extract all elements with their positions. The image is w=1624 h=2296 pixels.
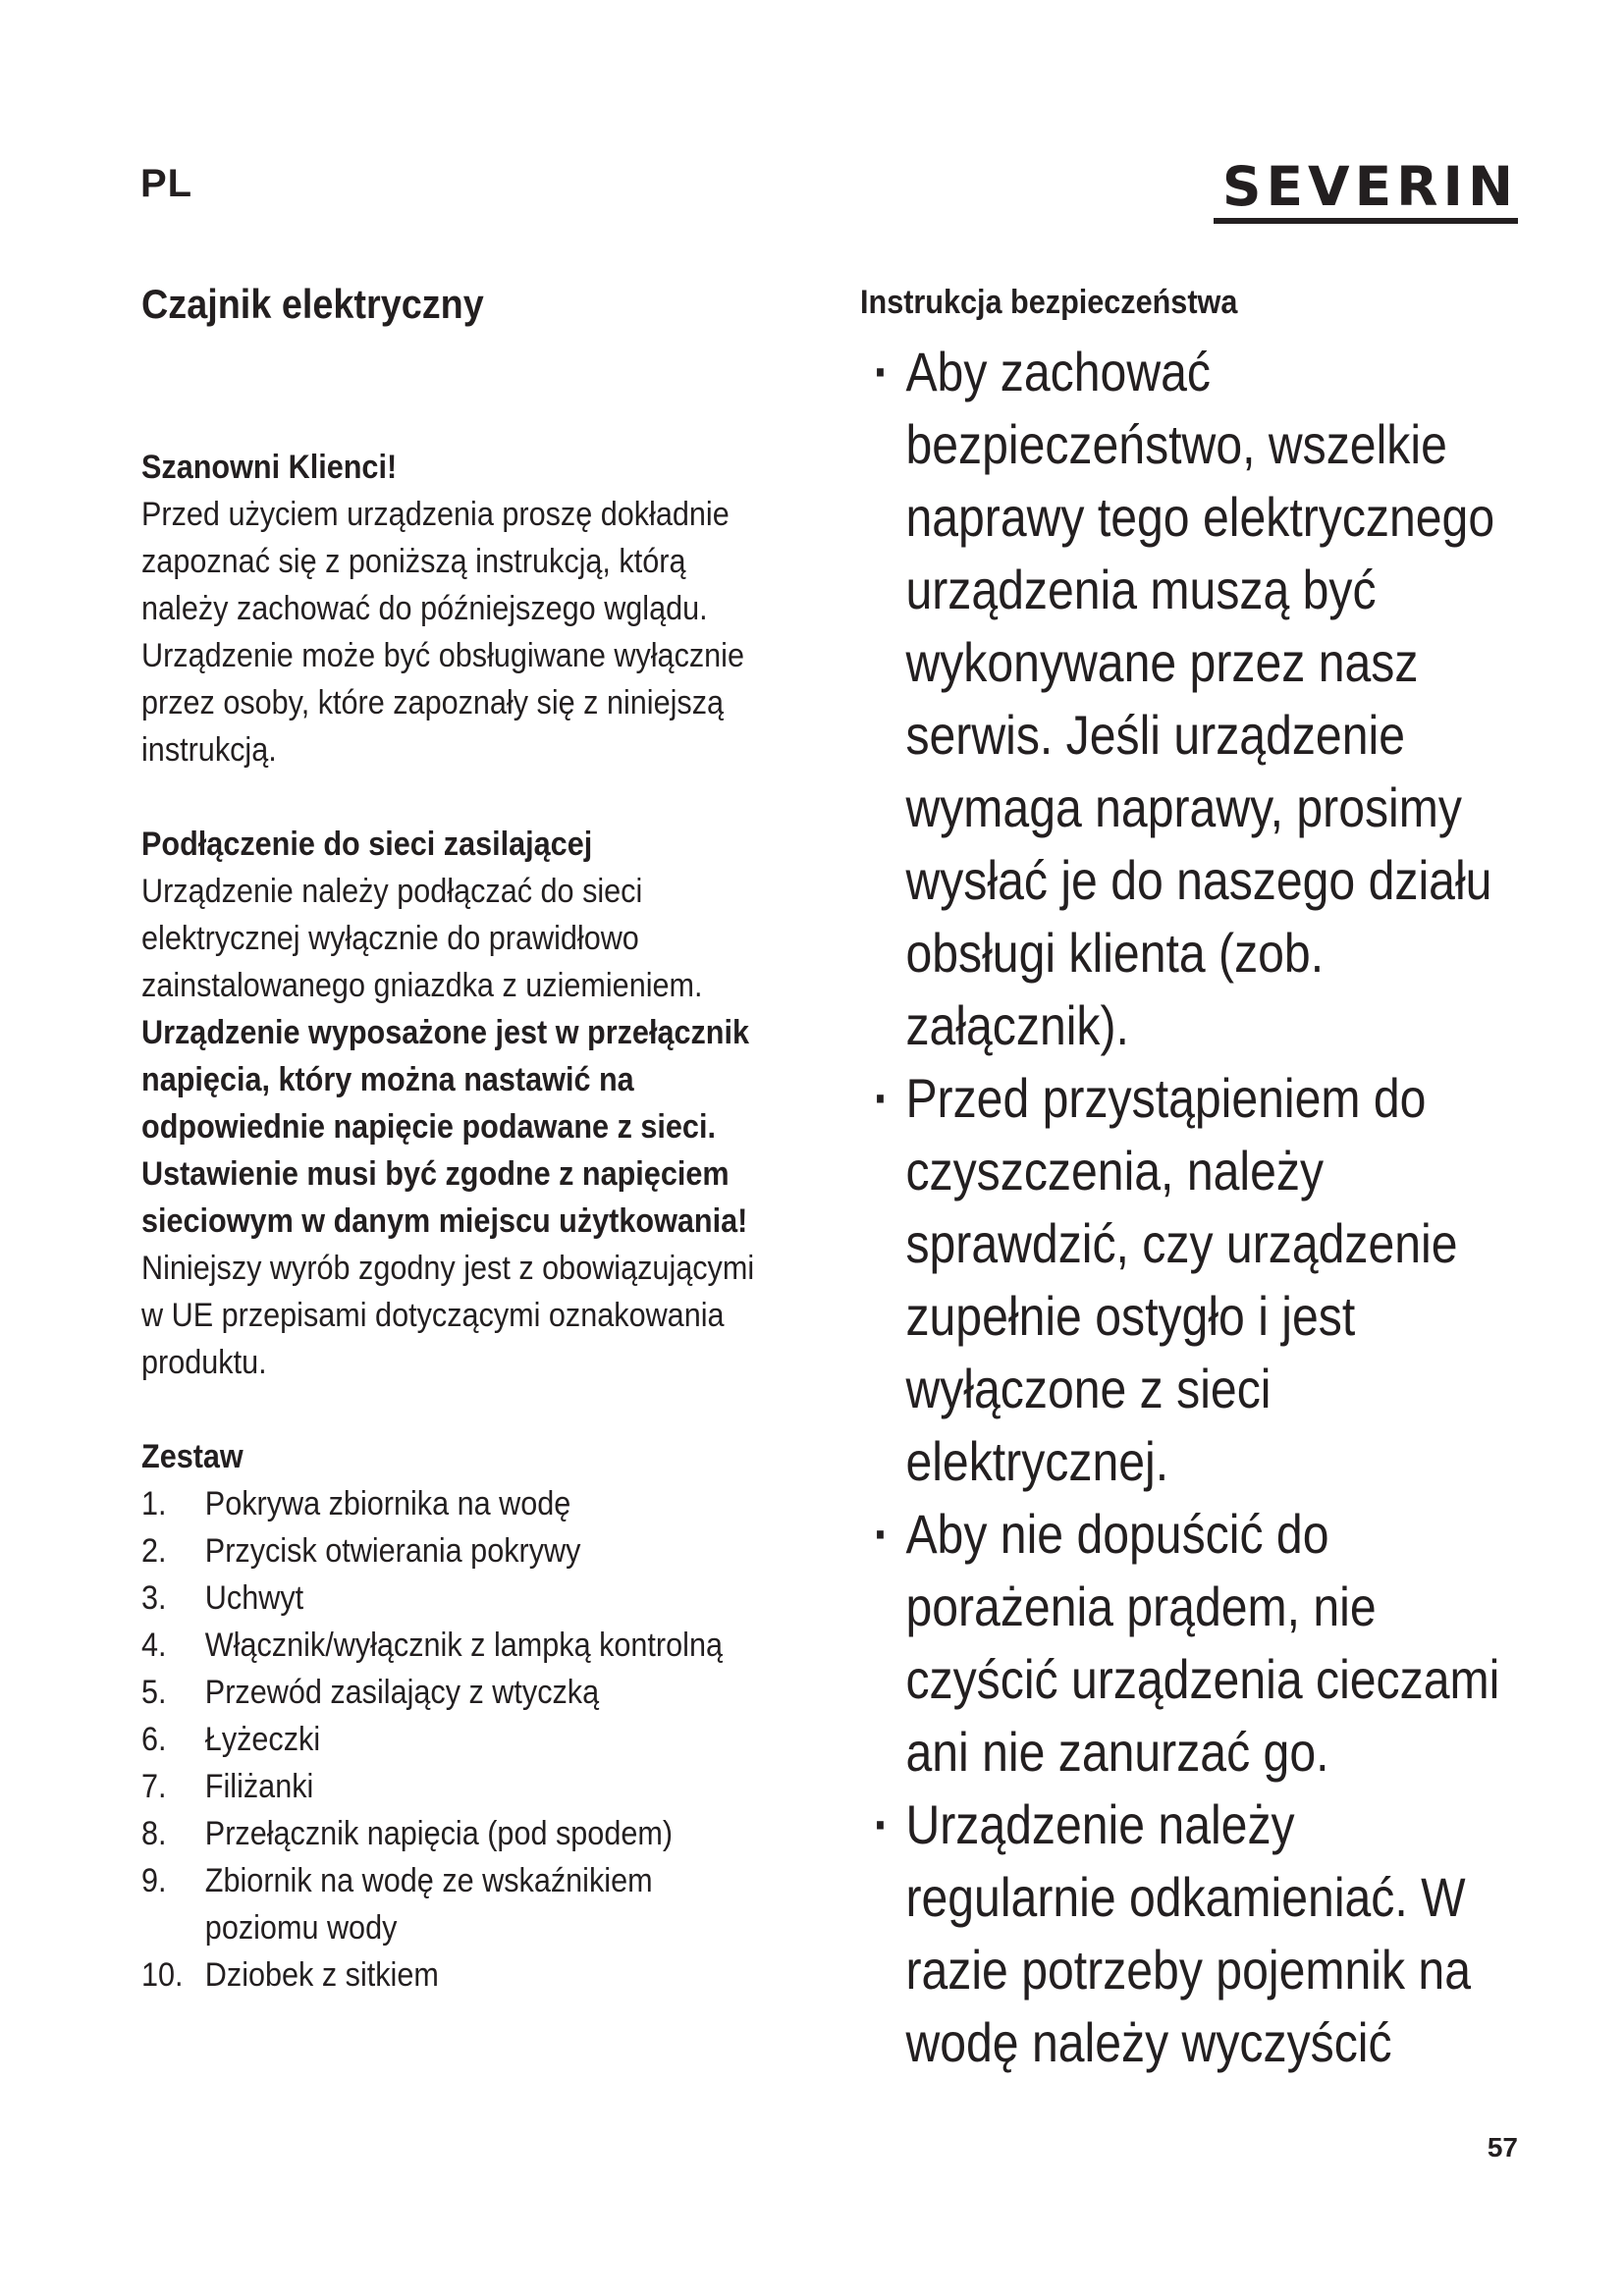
document-title: Czajnik elektryczny xyxy=(141,281,484,327)
power-heading: Podłączenie do sieci zasilającej xyxy=(141,826,593,863)
voltage-warning: Urządzenie wyposażone jest w przełącznik napięcia, który można nastawić na odpowiednie napięcie podawane z sieci. Ustawienie musi być zgodne z napięciem sieciowym w danym miejscu użytkowania! xyxy=(141,1014,750,1240)
kit-heading: Zestaw xyxy=(141,1438,244,1475)
kit-item-number: 3. xyxy=(141,1579,167,1617)
kit-item xyxy=(141,1622,760,1669)
page-number: 57 xyxy=(1487,2132,1518,2163)
kit-item-number: 6. xyxy=(141,1721,167,1758)
safety-item-text: Aby zachować bezpieczeństwo, wszelkie naprawy tego elektrycznego urządzenia muszą być wykonywane przez nasz serwis. Jeśli urządzenie wymaga naprawy, prosimy wysłać je do naszego działu obsługi klienta (zob. załącznik). xyxy=(905,341,1495,1056)
kit-item-label: Zbiornik na wodę ze wskaźnikiem poziomu wody xyxy=(204,1862,653,1947)
greeting-heading: Szanowni Klienci! xyxy=(141,449,398,486)
safety-list xyxy=(860,336,1502,2079)
bullet-icon: · xyxy=(873,1067,890,1129)
kit-item xyxy=(141,1810,760,1857)
power-text: Urządzenie należy podłączać do sieci elektrycznej wyłącznie do prawidłowo zainstalowanego gniazdka z uziemieniem. xyxy=(141,873,703,1004)
kit-item-label: Dziobek z sitkiem xyxy=(204,1956,439,1994)
safety-item xyxy=(860,336,1502,1062)
safety-item-text: Przed przystąpieniem do czyszczenia, należy sprawdzić, czy urządzenie zupełnie ostygło i jest wyłączone z sieci elektrycznej. xyxy=(905,1067,1458,1492)
brand-name: SEVERIN xyxy=(1221,155,1518,218)
kit-item-number: 7. xyxy=(141,1768,167,1805)
kit-item xyxy=(141,1480,760,1527)
kit-item xyxy=(141,1716,760,1763)
kit-item-label: Włącznik/wyłącznik z lampką kontrolną xyxy=(204,1627,723,1664)
spacer xyxy=(141,1386,760,1433)
kit-item-number: 8. xyxy=(141,1815,167,1852)
bullet-icon: · xyxy=(873,1793,890,1855)
kit-list xyxy=(141,1480,760,1999)
kit-item-label: Pokrywa zbiornika na wodę xyxy=(204,1485,571,1522)
language-code: PL xyxy=(140,162,193,205)
kit-item xyxy=(141,1527,760,1575)
left-column xyxy=(141,275,760,1999)
brand-underline xyxy=(1214,218,1518,224)
kit-item-number: 10. xyxy=(141,1956,184,1994)
kit-item-label: Uchwyt xyxy=(204,1579,304,1617)
kit-item-number: 1. xyxy=(141,1485,167,1522)
kit-item-label: Przewód zasilający z wtyczką xyxy=(204,1674,600,1711)
kit-item-label: Filiżanki xyxy=(204,1768,314,1805)
safety-item xyxy=(860,1498,1502,1789)
kit-item xyxy=(141,1763,760,1810)
safety-item xyxy=(860,1789,1502,2079)
kit-item xyxy=(141,1951,760,1999)
kit-item xyxy=(141,1669,760,1716)
greeting-text: Przed użyciem urządzenia proszę dokładnie zapoznać się z poniższą instrukcją, którą należy zachować do późniejszego wglądu. Urządzenie może być obsługiwane wyłącznie przez osoby, które zapoznały się z niniejszą instrukcją. xyxy=(141,496,745,769)
kit-item xyxy=(141,1857,760,1951)
kit-item-number: 9. xyxy=(141,1862,167,1899)
kit-item-number: 4. xyxy=(141,1627,167,1664)
brand-logo xyxy=(1214,157,1518,224)
spacer xyxy=(141,774,760,821)
kit-item-number: 2. xyxy=(141,1532,167,1570)
kit-item-number: 5. xyxy=(141,1674,167,1711)
kit-item xyxy=(141,1575,760,1622)
right-column xyxy=(860,279,1547,2079)
kit-item-label: Przycisk otwierania pokrywy xyxy=(204,1532,581,1570)
kit-item-label: Przełącznik napięcia (pod spodem) xyxy=(204,1815,674,1852)
bullet-icon: · xyxy=(873,341,890,402)
compliance-text: Niniejszy wyrób zgodny jest z obowiązującymi w UE przepisami dotyczącymi oznakowania produktu. xyxy=(141,1250,755,1381)
safety-item xyxy=(860,1062,1502,1498)
bullet-icon: · xyxy=(873,1503,890,1565)
safety-heading: Instrukcja bezpieczeństwa xyxy=(860,284,1238,321)
safety-item-text: Aby nie dopuścić do porażenia prądem, nie czyścić urządzenia cieczami ani nie zanurzać go. xyxy=(905,1503,1500,1783)
safety-item-text: Urządzenie należy regularnie odkamieniać. W razie potrzeby pojemnik na wodę należy wyczyścić xyxy=(905,1793,1471,2073)
kit-item-label: Łyżeczki xyxy=(204,1721,321,1758)
